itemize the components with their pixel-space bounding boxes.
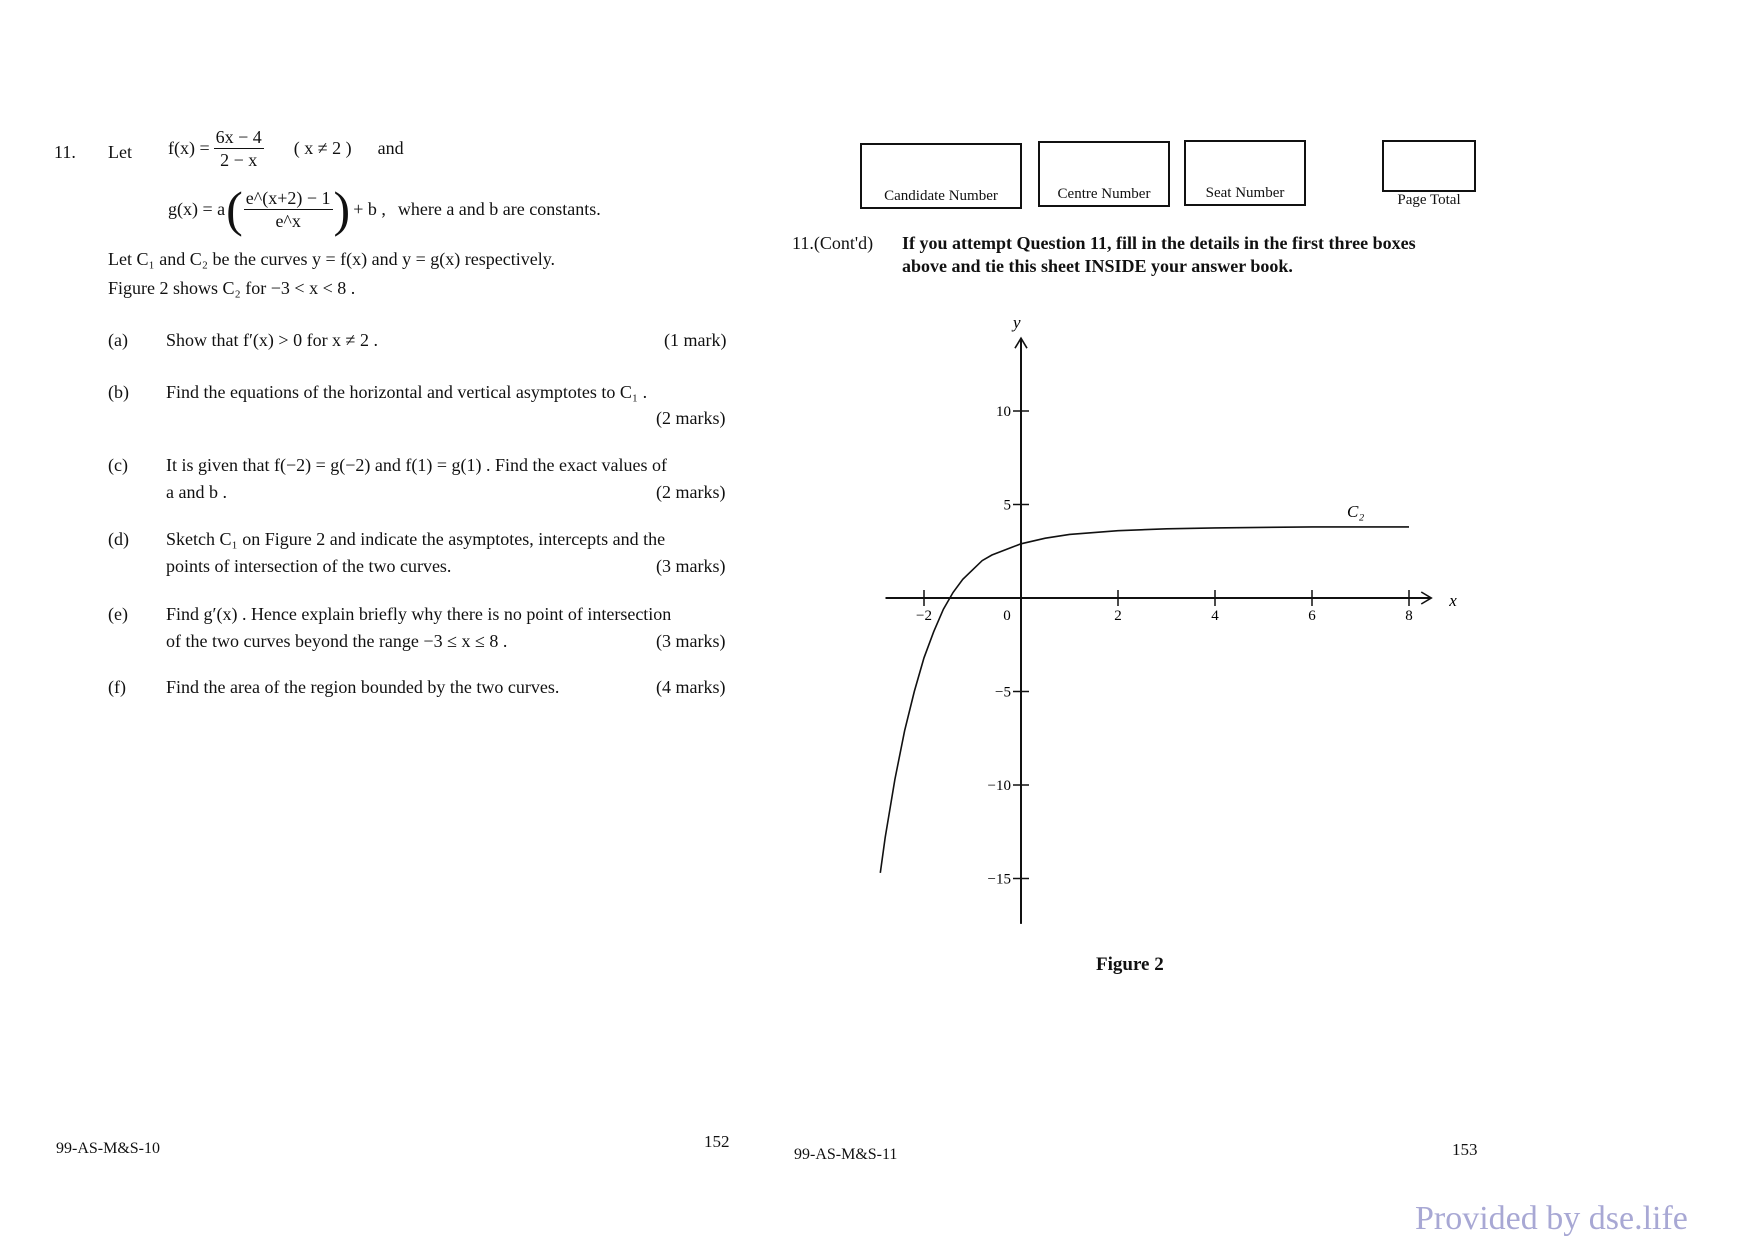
left-footer-code: 99-AS-M&S-10 <box>56 1140 161 1157</box>
part-e-line-2: of the two curves beyond the range −3 ≤ x ≤ 8 . <box>166 631 508 651</box>
part-d-marks: (3 marks) <box>656 556 726 576</box>
part-e-line-1: Find g′(x) . Hence explain briefly why there is no point of intersection <box>166 604 672 624</box>
x-tick-label: −2 <box>916 608 932 624</box>
g-numerator: e^(x+2) − 1 <box>245 187 331 208</box>
x-tick-label: 6 <box>1308 608 1316 624</box>
f-lhs: f(x) = <box>168 138 210 158</box>
y-tick-label: −15 <box>987 871 1011 888</box>
part-c-marks: (2 marks) <box>656 482 726 502</box>
seat-number-label: Seat Number <box>1205 185 1285 201</box>
series-c2-curve <box>880 527 1409 873</box>
contd-label: 11.(Cont'd) <box>792 233 874 253</box>
figure-caption: Figure 2 <box>1096 954 1164 975</box>
f-denominator: 2 − x <box>220 150 258 170</box>
y-tick-label: 5 <box>1003 497 1011 514</box>
part-f-label: (f) <box>108 677 126 697</box>
watermark: Provided by dse.life <box>1415 1200 1688 1237</box>
g-where: where a and b are constants. <box>397 198 601 219</box>
g-denominator: e^x <box>275 210 301 231</box>
f-fraction <box>214 126 264 171</box>
part-c-line-1: It is given that f(−2) = g(−2) and f(1) = g(1) . Find the exact values of <box>166 455 667 475</box>
x-tick-label: 8 <box>1405 608 1413 624</box>
g-fraction <box>244 187 333 232</box>
x-tick-label: 2 <box>1114 608 1122 624</box>
g-left-paren: ( <box>226 181 243 237</box>
part-e-marks: (3 marks) <box>656 631 726 651</box>
centre-number-label: Centre Number <box>1057 186 1151 202</box>
y-tick-label: −5 <box>995 684 1011 701</box>
right-footer-code: 99-AS-M&S-11 <box>794 1146 898 1163</box>
g-tail: + b , <box>353 198 386 219</box>
part-d-line-1: Sketch C₁ on Figure 2 and indicate the asymptotes, intercepts and the <box>166 529 666 549</box>
f-definition <box>168 126 404 171</box>
x-axis-label: x <box>1449 591 1457 610</box>
y-tick-label: 10 <box>996 404 1011 420</box>
part-d-label: (d) <box>108 529 129 549</box>
figure-2-graph <box>840 300 1480 940</box>
part-f-marks: (4 marks) <box>656 677 726 697</box>
let-word: Let <box>108 142 132 162</box>
page-total-box[interactable] <box>1382 140 1476 192</box>
part-d-line-2: points of intersection of the two curves. <box>166 556 452 576</box>
figure-line: Figure 2 shows C₂ for −3 < x < 8 . <box>108 278 356 298</box>
part-b-label: (b) <box>108 382 129 402</box>
page-total-label: Page Total <box>1397 192 1461 208</box>
curves-line: Let C₁ and C₂ be the curves y = f(x) and y = g(x) respectively. <box>108 249 556 269</box>
g-lhs: g(x) = a <box>168 198 226 219</box>
part-e-label: (e) <box>108 604 128 624</box>
part-b-line-1: Find the equations of the horizontal and vertical asymptotes to C₁ . <box>166 382 648 402</box>
part-c-label: (c) <box>108 455 128 475</box>
part-b-marks: (2 marks) <box>656 408 726 428</box>
part-a-label: (a) <box>108 330 128 350</box>
instruction-line-2: above and tie this sheet INSIDE your answer book. <box>902 256 1293 276</box>
f-joiner: and <box>377 138 404 158</box>
g-right-paren: ) <box>333 181 351 237</box>
seat-number-box[interactable] <box>1184 140 1306 206</box>
x-tick-label: 0 <box>1003 608 1011 624</box>
part-a-line-1: Show that f′(x) > 0 for x ≠ 2 . <box>166 330 378 350</box>
y-tick-label: −10 <box>987 778 1011 794</box>
f-condition: ( x ≠ 2 ) <box>293 138 352 158</box>
candidate-number-box[interactable] <box>860 143 1022 209</box>
series-c2-label: C₂ <box>1347 501 1365 521</box>
centre-number-box[interactable] <box>1038 141 1170 207</box>
part-c-line-2: a and b . <box>166 482 227 502</box>
right-page-number: 153 <box>1452 1140 1478 1159</box>
y-axis-label: y <box>1013 313 1021 333</box>
candidate-number-label: Candidate Number <box>884 188 998 204</box>
f-numerator: 6x − 4 <box>215 127 262 147</box>
part-f-line-1: Find the area of the region bounded by the two curves. <box>166 677 560 697</box>
g-definition <box>168 181 601 237</box>
question-number: 11. <box>54 142 76 162</box>
instruction-line-1: If you attempt Question 11, fill in the details in the first three boxes <box>902 233 1416 253</box>
x-tick-label: 4 <box>1211 608 1219 624</box>
left-page-number: 152 <box>704 1132 730 1151</box>
part-a-marks: (1 mark) <box>664 330 727 350</box>
